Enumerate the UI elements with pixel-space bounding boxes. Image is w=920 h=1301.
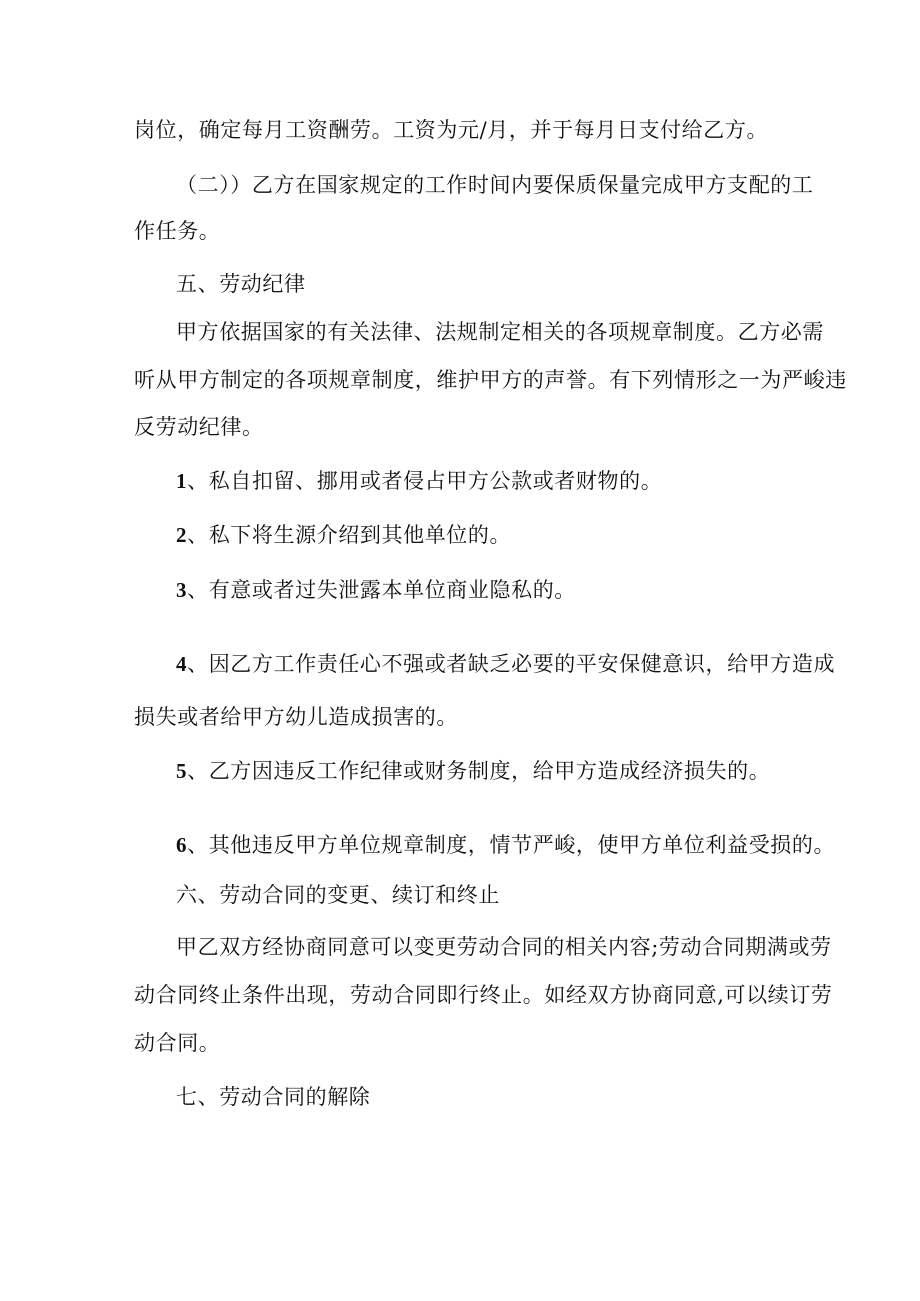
list-item-number: 2 <box>176 523 188 547</box>
paragraph-contract-change-line-1: 甲乙双方经协商同意可以变更劳动合同的相关内容;劳动合同期满或劳 <box>176 935 832 959</box>
list-item-text: 、有意或者过失泄露本单位商业隐私的。 <box>187 578 576 602</box>
list-item-number: 6 <box>176 833 188 857</box>
list-item-number: 1 <box>176 469 188 493</box>
list-item-number: 4 <box>176 652 188 676</box>
list-item-number: 5 <box>176 759 188 783</box>
list-item-text: 、其他违反甲方单位规章制度，情节严峻，使甲方单位利益受损的。 <box>187 833 836 857</box>
list-item-4 <box>0 650 920 678</box>
heading-section-7: 七、劳动合同的解除 <box>176 1085 371 1109</box>
paragraph-contract-change-line-2: 动合同终止条件出现，劳动合同即行终止。如经双方协商同意,可以续订劳 <box>134 983 833 1007</box>
paragraph-discipline-line-2: 听从甲方制定的各项规章制度，维护甲方的声誉。有下列情形之一为严峻违 <box>134 368 847 392</box>
heading-section-5: 五、劳动纪律 <box>176 272 306 296</box>
list-item-text: 、乙方因违反工作纪律或财务制度，给甲方造成经济损失的。 <box>187 759 771 783</box>
list-item-3 <box>0 576 920 604</box>
list-item-2 <box>0 521 920 549</box>
list-item-4-continuation: 损失或者给甲方幼儿造成损害的。 <box>134 705 458 729</box>
list-item-number: 3 <box>176 578 188 602</box>
paragraph-work-time-line-2: 作任务。 <box>134 219 221 243</box>
paragraph-discipline-line-1: 甲方依据国家的有关法律、法规制定相关的各项规章制度。乙方必需 <box>176 320 824 344</box>
paragraph-discipline-line-3: 反劳动纪律。 <box>134 415 264 439</box>
paragraph-contract-change-line-3: 动合同。 <box>134 1031 221 1055</box>
heading-section-6: 六、劳动合同的变更、续订和终止 <box>176 883 500 907</box>
list-item-5 <box>0 757 920 785</box>
list-item-1 <box>0 467 920 495</box>
paragraph-work-time-line-1: （二））乙方在国家规定的工作时间内要保质保量完成甲方支配的工 <box>176 173 814 197</box>
list-item-6 <box>0 831 920 859</box>
paragraph-wage-line-1: 岗位，确定每月工资酬劳。工资为元/月，并于每月日支付给乙方。 <box>134 118 769 142</box>
list-item-text: 、私自扣留、挪用或者侵占甲方公款或者财物的。 <box>187 469 663 493</box>
list-item-text: 、私下将生源介绍到其他单位的。 <box>187 523 512 547</box>
list-item-text: 、因乙方工作责任心不强或者缺乏必要的平安保健意识，给甲方造成 <box>187 652 836 676</box>
